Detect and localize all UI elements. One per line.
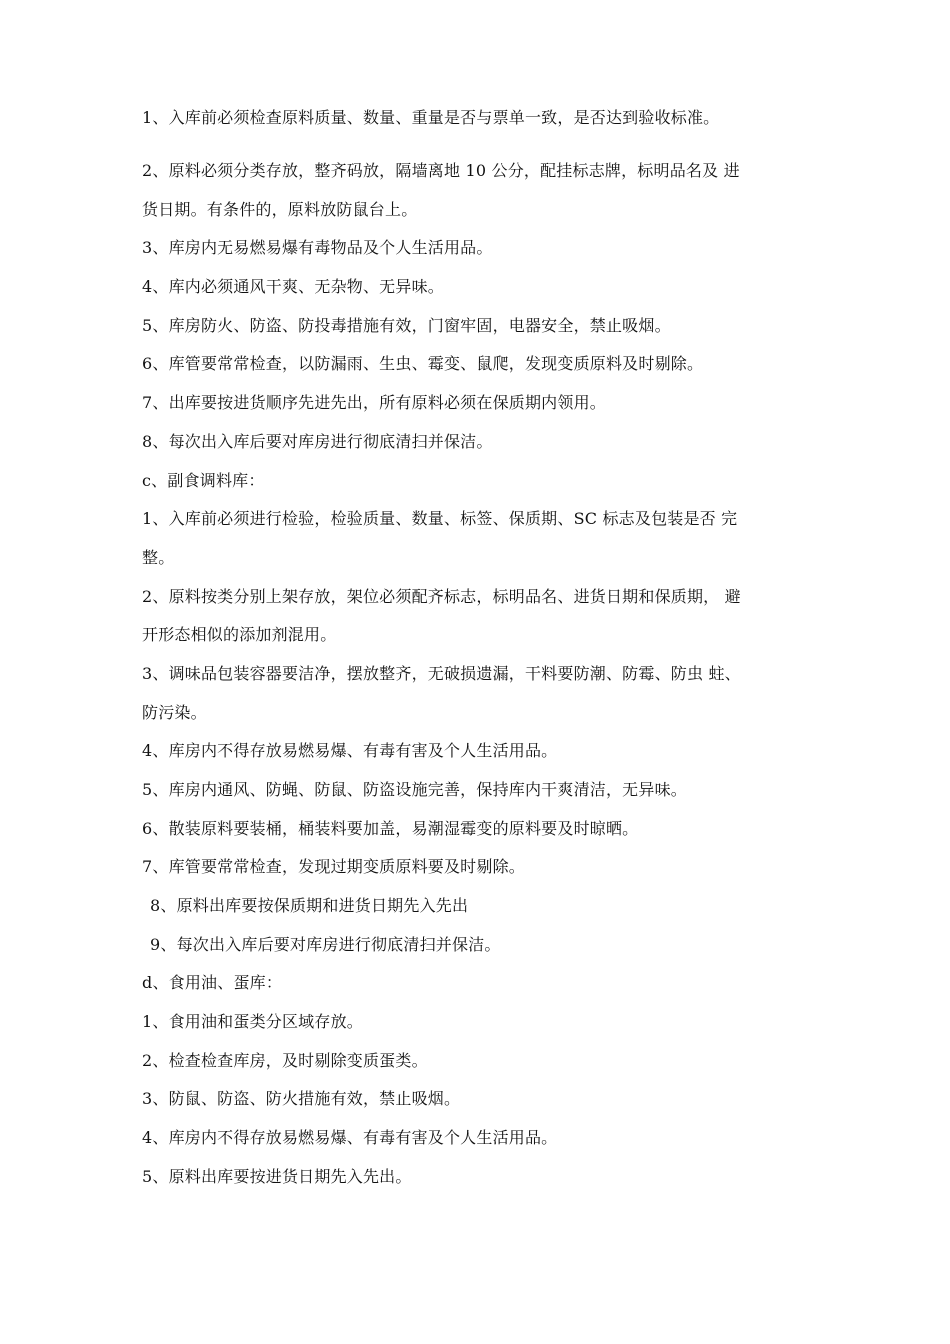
text-line: 货日期。有条件的，原料放防鼠台上。: [142, 200, 418, 219]
text-line: 2、原料按类分别上架存放，架位必须配齐标志，标明品名、进货日期和保质期， 避: [142, 587, 741, 606]
text-line: 8、原料出库要按保质期和进货日期先入先出: [150, 896, 469, 915]
text-line: 8、每次出入库后要对库房进行彻底清扫并保洁。: [142, 432, 493, 451]
text-line: 3、调味品包装容器要洁净，摆放整齐，无破损遗漏，干料要防潮、防霉、防虫 蛀、: [142, 664, 741, 683]
text-line: 4、库房内不得存放易燃易爆、有毒有害及个人生活用品。: [142, 1128, 558, 1147]
text-line: 5、库房内通风、防蝇、防鼠、防盗设施完善，保持库内干爽清洁，无异味。: [142, 780, 687, 799]
text-line: 4、库内必须通风干爽、无杂物、无异味。: [142, 277, 444, 296]
text-line: 7、库管要常常检查，发现过期变质原料要及时剔除。: [142, 857, 525, 876]
text-line: 1、入库前必须检查原料质量、数量、重量是否与票单一致，是否达到验收标准。: [142, 108, 720, 127]
text-line: 整。: [142, 548, 175, 567]
text-line: 5、库房防火、防盗、防投毒措施有效，门窗牢固，电器安全，禁止吸烟。: [142, 316, 671, 335]
text-line: 3、防鼠、防盗、防火措施有效，禁止吸烟。: [142, 1089, 461, 1108]
text-line: 1、食用油和蛋类分区域存放。: [142, 1012, 363, 1031]
section-heading: c、副食调料库：: [142, 471, 265, 490]
text-line: 开形态相似的添加剂混用。: [142, 625, 337, 644]
section-heading: d、食用油、蛋库：: [142, 973, 283, 992]
text-line: 2、原料必须分类存放，整齐码放，隔墙离地 10 公分，配挂标志牌，标明品名及 进: [142, 161, 740, 180]
text-line: 7、出库要按进货顺序先进先出，所有原料必须在保质期内领用。: [142, 393, 606, 412]
text-line: 9、每次出入库后要对库房进行彻底清扫并保洁。: [150, 935, 501, 954]
text-line: 5、原料出库要按进货日期先入先出。: [142, 1167, 412, 1186]
text-line: 6、散装原料要装桶，桶装料要加盖，易潮湿霉变的原料要及时晾晒。: [142, 819, 639, 838]
text-line: 2、检查检查库房，及时剔除变质蛋类。: [142, 1051, 428, 1070]
text-line: 6、库管要常常检查，以防漏雨、生虫、霉变、鼠爬，发现变质原料及时剔除。: [142, 354, 704, 373]
text-line: 3、库房内无易燃易爆有毒物品及个人生活用品。: [142, 238, 493, 257]
text-line: 4、库房内不得存放易燃易爆、有毒有害及个人生活用品。: [142, 741, 558, 760]
text-line: 防污染。: [142, 703, 207, 722]
text-line: 1、入库前必须进行检验，检验质量、数量、标签、保质期、SC 标志及包装是否 完: [142, 509, 738, 528]
